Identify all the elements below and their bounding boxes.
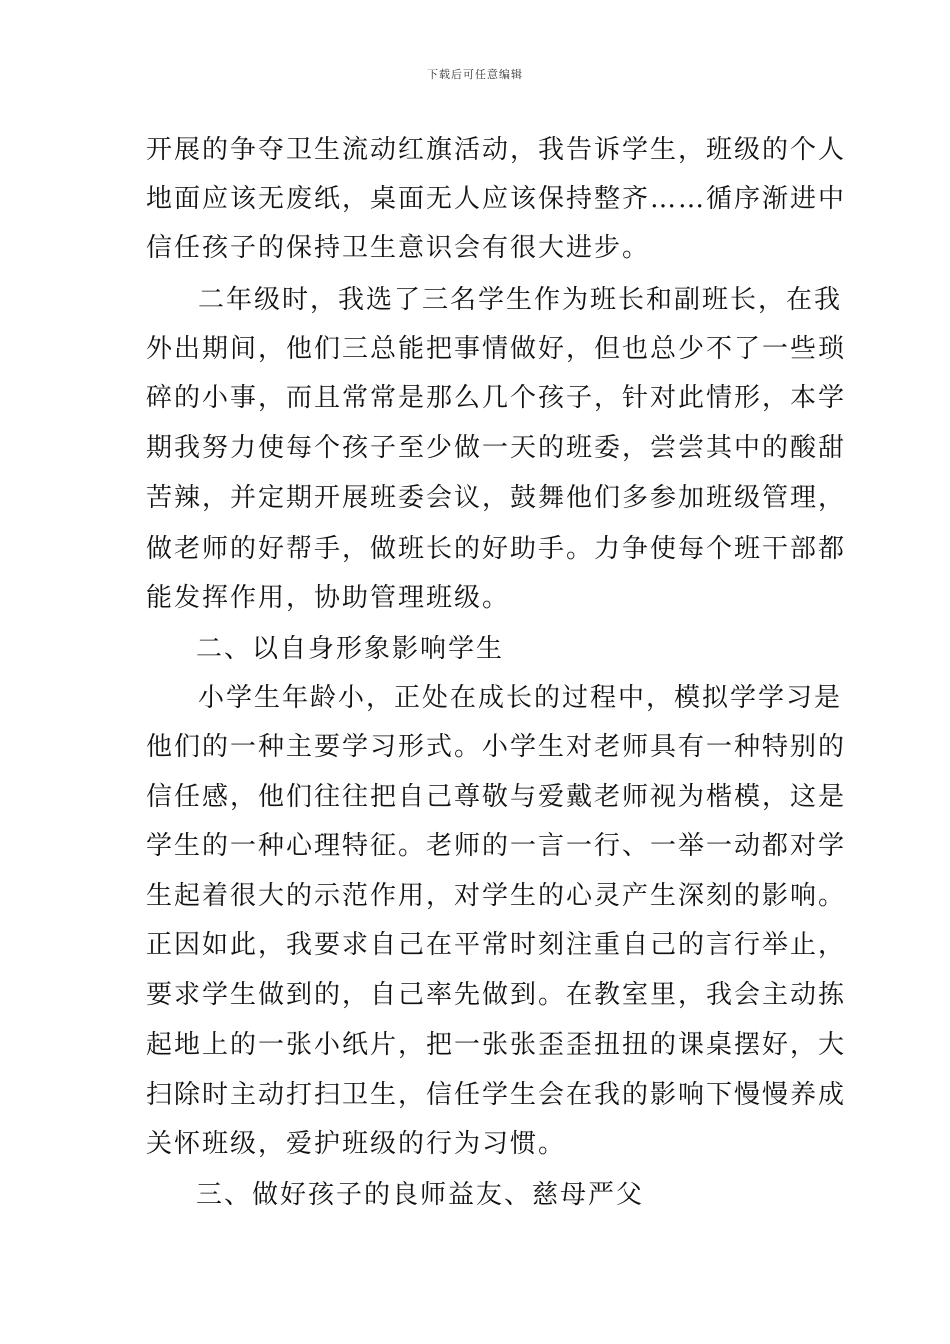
text-line: 学生的一种心理特征。老师的一言一行、一举一动都对学 [146, 831, 847, 861]
text-line: 信任孩子的保持卫生意识会有很大进步。 [146, 233, 651, 263]
text-line: 他们的一种主要学习形式。小学生对老师具有一种特别的 [146, 732, 847, 762]
text-line: 关怀班级，爱护班级的行为习惯。 [146, 1129, 567, 1159]
text-line: 苦辣，并定期开展班委会议，鼓舞他们多参加班级管理， [146, 483, 847, 513]
text-line: 开展的争夺卫生流动红旗活动，我告诉学生，班级的个人 [146, 135, 847, 165]
text-line: 碎的小事，而且常常是那么几个孩子，针对此情形，本学 [146, 383, 847, 413]
text-line: 外出期间，他们三总能把事情做好，但也总少不了一些琐 [146, 334, 847, 364]
section-heading: 二、以自身形象影响学生 [196, 634, 505, 664]
text-line: 做老师的好帮手，做班长的好助手。力争使每个班干部都 [146, 534, 847, 564]
text-line: 正因如此，我要求自己在平常时刻注重自己的言行举止， [146, 930, 847, 960]
page-header: 下载后可任意编辑 [427, 68, 523, 81]
section-heading: 三、做好孩子的良师益友、慈母严父 [196, 1180, 645, 1210]
text-line: 起地上的一张小纸片，把一张张歪歪扭扭的课桌摆好，大 [146, 1030, 847, 1060]
text-line: 小学生年龄小，正处在成长的过程中，模拟学学习是 [198, 683, 843, 713]
text-line: 扫除时主动打扫卫生，信任学生会在我的影响下慢慢养成 [146, 1080, 847, 1110]
text-line: 期我努力使每个孩子至少做一天的班委，尝尝其中的酸甜 [146, 433, 847, 463]
text-line: 能发挥作用，协助管理班级。 [146, 583, 511, 613]
text-line: 要求学生做到的，自己率先做到。在教室里，我会主动拣 [146, 980, 847, 1010]
text-line: 地面应该无废纸，桌面无人应该保持整齐……循序渐进中 [146, 184, 847, 214]
text-line: 二年级时，我选了三名学生作为班长和副班长，在我 [198, 285, 843, 315]
text-line: 生起着很大的示范作用，对学生的心灵产生深刻的影响。 [146, 881, 847, 911]
text-line: 信任感，他们往往把自己尊敬与爱戴老师视为楷模，这是 [146, 782, 847, 812]
